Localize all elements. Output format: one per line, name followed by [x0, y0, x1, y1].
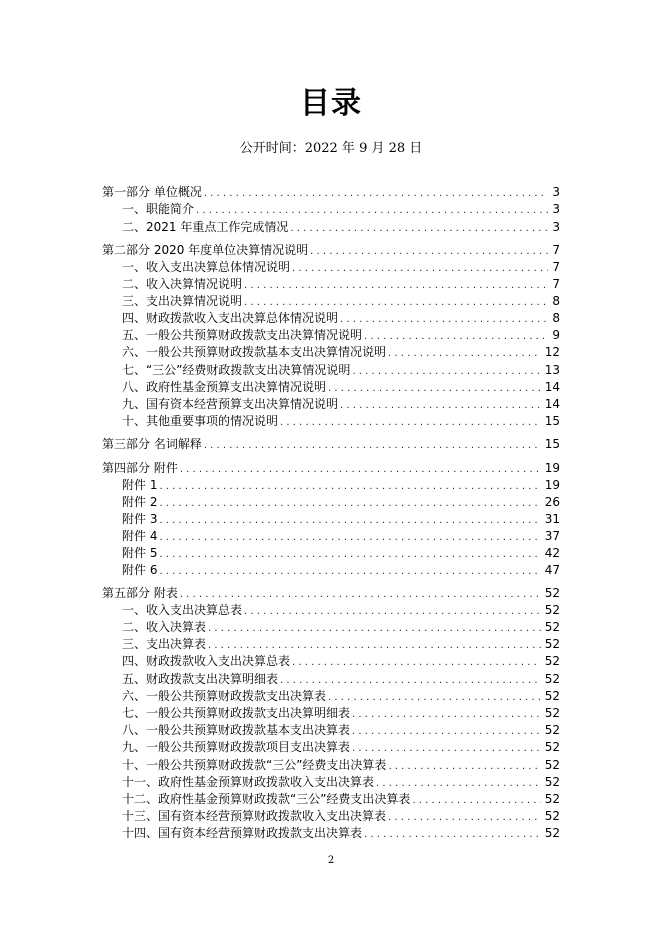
toc-entry-page: 37: [544, 529, 560, 543]
toc-entry-page: 26: [544, 495, 560, 509]
toc-entry-page: 7: [552, 260, 560, 274]
toc-entry[interactable]: [122, 395, 560, 412]
toc-entry-title: 第四部分 附件: [102, 461, 178, 475]
toc-entry[interactable]: [122, 200, 560, 217]
toc-entry-page: 52: [544, 603, 560, 617]
toc-leader-dots: [208, 640, 541, 651]
toc-entry-page: 3: [552, 185, 560, 199]
toc-entry-page: 8: [552, 294, 560, 308]
toc-leader-dots: [352, 366, 540, 377]
toc-leader-dots: [159, 481, 540, 492]
toc-leader-dots: [159, 498, 540, 509]
toc-entry-title: 七、一般公共预算财政拨款支出决算明细表: [122, 706, 351, 720]
toc-leader-dots: [244, 606, 541, 617]
toc-leader-dots: [364, 331, 548, 342]
toc-entry-page: 52: [544, 775, 560, 789]
toc-leader-dots: [388, 348, 541, 359]
toc-entry-title: 一、收入支出决算总体情况说明: [122, 260, 291, 274]
toc-entry-title: 七、“三公”经费财政拨款支出决算情况说明: [122, 363, 351, 377]
toc-entry-page: 15: [544, 437, 560, 451]
toc-entry-title: 九、国有资本经营预算支出决算情况说明: [122, 397, 339, 411]
toc-leader-dots: [208, 623, 541, 634]
toc-entry[interactable]: [122, 343, 560, 360]
toc-entry-page: 15: [544, 414, 560, 428]
toc-entry-page: 19: [544, 478, 560, 492]
toc-leader-dots: [290, 223, 548, 234]
toc-entry[interactable]: [122, 652, 560, 669]
toc-entry[interactable]: [122, 309, 560, 326]
toc-entry-title: 四、财政拨款收入支出决算总表: [122, 654, 291, 668]
toc-leader-dots: [180, 464, 541, 475]
toc-entry-part[interactable]: [102, 459, 560, 476]
toc-leader-dots: [244, 280, 548, 291]
toc-entry[interactable]: [122, 275, 560, 292]
toc-leader-dots: [159, 532, 540, 543]
toc-entry-title: 八、一般公共预算财政拨款基本支出决算表: [122, 723, 351, 737]
toc-entry[interactable]: [122, 790, 560, 807]
toc-entry[interactable]: [122, 476, 560, 493]
toc-entry-page: 52: [544, 672, 560, 686]
toc-entry-part[interactable]: [102, 241, 560, 258]
toc-entry[interactable]: [122, 635, 560, 652]
toc-leader-dots: [388, 812, 541, 823]
toc-entry[interactable]: [122, 704, 560, 721]
toc-entry-page: 52: [544, 637, 560, 651]
toc-leader-dots: [159, 515, 540, 526]
publish-date: 公开时间：2022 年 9 月 28 日: [239, 141, 423, 156]
toc-entry-page: 14: [544, 397, 560, 411]
toc-entry-page: 52: [544, 620, 560, 634]
toc-entry-page: 9: [552, 328, 560, 342]
toc-entry-page: 52: [544, 826, 560, 840]
toc-entry-page: 3: [552, 220, 560, 234]
toc-entry-page: 52: [544, 586, 560, 600]
toc-entry-title: 二、收入决算表: [122, 620, 207, 634]
toc-leader-dots: [364, 829, 541, 840]
toc-leader-dots: [376, 778, 541, 789]
toc-leader-dots: [280, 675, 541, 686]
toc-entry[interactable]: [122, 807, 560, 824]
toc-leader-dots: [388, 761, 540, 772]
toc-entry-title: 附件 5: [122, 546, 158, 560]
toc-entry[interactable]: [122, 510, 560, 527]
toc-leader-dots: [180, 589, 541, 600]
toc-entry-part[interactable]: [102, 435, 560, 452]
toc-entry-title: 十、一般公共预算财政拨款“三公”经费支出决算表: [122, 758, 387, 772]
toc-entry[interactable]: [122, 378, 560, 395]
toc-entry-title: 五、财政拨款支出决算明细表: [122, 672, 279, 686]
toc-entry-title: 六、一般公共预算财政拨款支出决算表: [122, 689, 327, 703]
toc-entry-title: 附件 4: [122, 529, 158, 543]
page-title: 目录: [300, 86, 362, 121]
toc-leader-dots: [328, 692, 541, 703]
toc-entry-title: 十一、政府性基金预算财政拨款收入支出决算表: [122, 775, 375, 789]
toc-entry-title: 第三部分 名词解释: [102, 437, 202, 451]
toc-entry-title: 十三、国有资本经营预算财政拨款收入支出决算表: [122, 809, 387, 823]
toc-entry-title: 三、支出决算情况说明: [122, 294, 243, 308]
toc-entry-title: 八、政府性基金预算支出决算情况说明: [122, 380, 327, 394]
toc-entry[interactable]: [122, 412, 560, 429]
toc-entry-title: 附件 2: [122, 495, 158, 509]
toc-entry[interactable]: [122, 738, 560, 755]
toc-entry-title: 附件 6: [122, 563, 158, 577]
toc-entry-page: 8: [552, 311, 560, 325]
toc-entry-page: 3: [552, 202, 560, 216]
toc-entry-title: 附件 3: [122, 512, 158, 526]
toc-entry-title: 五、一般公共预算财政拨款支出决算情况说明: [122, 328, 363, 342]
toc-entry[interactable]: [122, 361, 560, 378]
toc-entry-page: 14: [544, 380, 560, 394]
toc-entry-title: 十、其他重要事项的情况说明: [122, 414, 279, 428]
toc-entry-page: 12: [544, 345, 560, 359]
toc-entry-title: 一、收入支出决算总表: [122, 603, 243, 617]
toc-entry-title: 三、支出决算表: [122, 637, 207, 651]
toc-entry-page: 52: [544, 654, 560, 668]
toc-entry[interactable]: [122, 493, 560, 510]
toc-entry[interactable]: [122, 218, 560, 235]
toc-entry-title: 九、一般公共预算财政拨款项目支出决算表: [122, 740, 351, 754]
toc-entry[interactable]: [122, 618, 560, 635]
toc-leader-dots: [328, 383, 541, 394]
toc-entry-part[interactable]: [102, 584, 560, 601]
toc-entry-title: 第一部分 单位概况: [102, 185, 202, 199]
toc-entry[interactable]: [122, 756, 560, 773]
toc-entry-page: 47: [544, 563, 560, 577]
toc-entry-page: 13: [544, 363, 560, 377]
toc-entry[interactable]: [122, 687, 560, 704]
toc-entry-title: 第五部分 附表: [102, 586, 178, 600]
toc-entry-page: 42: [544, 546, 560, 560]
toc-entry-title: 四、财政拨款收入支出决算总体情况说明: [122, 311, 339, 325]
toc-leader-dots: [204, 188, 549, 199]
toc-leader-dots: [159, 549, 540, 560]
toc-entry-page: 52: [544, 689, 560, 703]
toc-entry[interactable]: [122, 773, 560, 790]
toc-entry[interactable]: [122, 670, 560, 687]
toc-entry[interactable]: [122, 326, 560, 343]
toc-leader-dots: [310, 246, 548, 257]
toc-entry[interactable]: [122, 544, 560, 561]
toc-leader-dots: [292, 657, 541, 668]
toc-entry[interactable]: [122, 292, 560, 309]
toc-leader-dots: [204, 440, 541, 451]
toc-entry[interactable]: [122, 561, 560, 578]
toc-entry-page: 52: [544, 758, 560, 772]
toc-entry-title: 第二部分 2020 年度单位决算情况说明: [102, 243, 309, 257]
toc-entry-title: 二、2021 年重点工作完成情况: [122, 220, 289, 234]
toc-leader-dots: [280, 417, 541, 428]
toc-entry-title: 一、职能简介: [122, 202, 195, 216]
toc-leader-dots: [352, 743, 541, 754]
toc-entry[interactable]: [122, 601, 560, 618]
toc-leader-dots: [244, 297, 548, 308]
toc-entry-page: 52: [544, 740, 560, 754]
toc-entry-page: 31: [544, 512, 560, 526]
toc-entry-title: 附件 1: [122, 478, 158, 492]
toc-leader-dots: [352, 709, 541, 720]
toc-entry-page: 7: [552, 277, 560, 291]
toc-entry[interactable]: [122, 721, 560, 738]
toc-leader-dots: [352, 726, 541, 737]
toc-entry-title: 十四、国有资本经营预算财政拨款支出决算表: [122, 826, 363, 840]
toc-entry[interactable]: [122, 824, 560, 841]
toc-leader-dots: [340, 400, 541, 411]
toc-entry-title: 六、一般公共预算财政拨款基本支出决算情况说明: [122, 345, 387, 359]
toc-entry-page: 52: [544, 792, 560, 806]
toc-leader-dots: [292, 263, 548, 274]
toc-entry-title: 十二、政府性基金预算财政拨款“三公”经费支出决算表: [122, 792, 411, 806]
toc-entry-page: 19: [544, 461, 560, 475]
toc-entry-part[interactable]: [102, 183, 560, 200]
page-number: 2: [327, 855, 335, 866]
toc-leader-dots: [412, 795, 540, 806]
toc-entry-page: 7: [552, 243, 560, 257]
toc-entry-page: 52: [544, 723, 560, 737]
toc-leader-dots: [196, 205, 548, 216]
toc-entry-page: 52: [544, 706, 560, 720]
toc-leader-dots: [159, 566, 540, 577]
toc-entry[interactable]: [122, 527, 560, 544]
toc-entry-page: 52: [544, 809, 560, 823]
toc-entry[interactable]: [122, 258, 560, 275]
toc-entry-title: 二、收入决算情况说明: [122, 277, 243, 291]
toc-leader-dots: [340, 314, 548, 325]
